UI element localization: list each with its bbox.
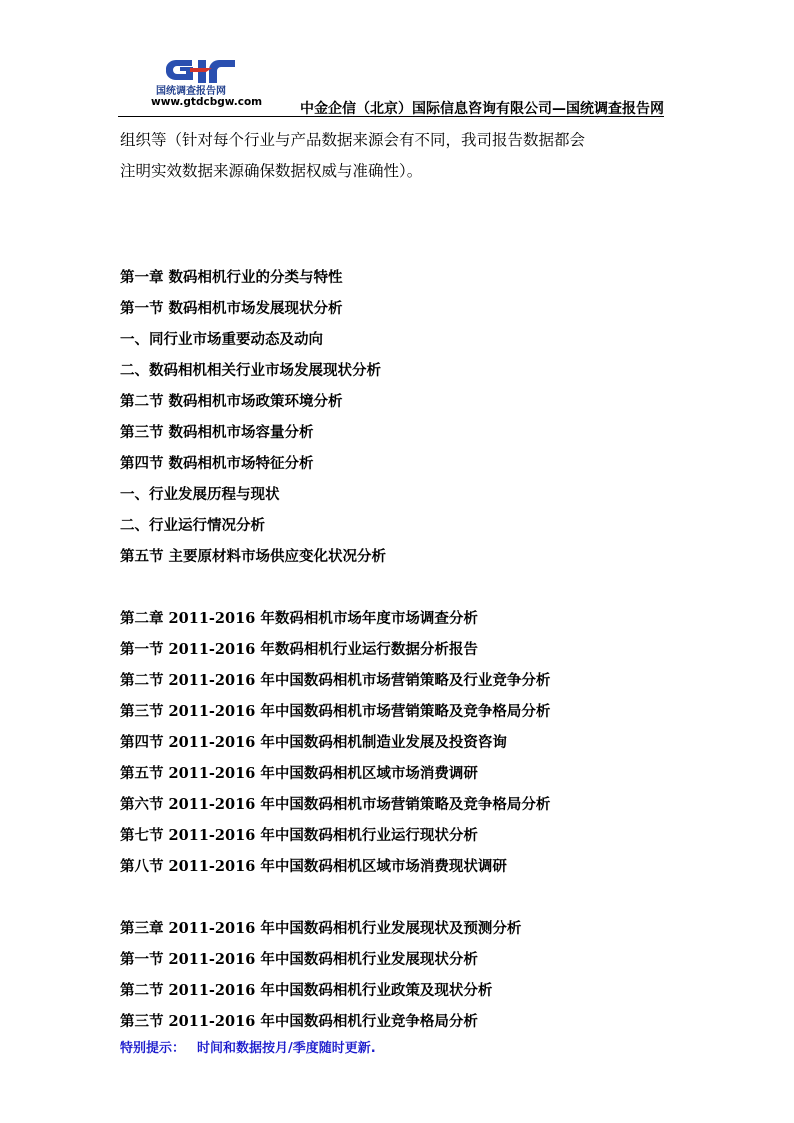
toc-spacer — [120, 882, 680, 913]
intro-line: 注明实效数据来源确保数据权威与准确性）。 — [120, 162, 423, 180]
toc-entry: 第五节 主要原材料市场供应变化状况分析 — [120, 548, 387, 565]
toc-entry: 第二节 2011-2016 年中国数码相机市场营销策略及行业竞争分析 — [120, 672, 551, 689]
note-label: 特别提示： — [120, 1041, 186, 1056]
intro-line: 组织等（针对每个行业与产品数据来源会有不同，我司报告数据都会 — [120, 131, 586, 149]
page-header — [118, 56, 664, 116]
toc-entry: 二、行业运行情况分析 — [120, 517, 265, 534]
toc-entry: 第一节 2011-2016 年数码相机行业运行数据分析报告 — [120, 641, 478, 658]
toc-entry: 第二章 2011-2016 年数码相机市场年度市场调查分析 — [120, 610, 478, 627]
company-name: 中金企信（北京）国际信息咨询有限公司—国统调查报告网 — [300, 101, 664, 117]
toc-spacer — [120, 572, 680, 603]
note-text: 时间和数据按月/季度随时更新. — [197, 1041, 376, 1056]
toc-entry: 第三节 数码相机市场容量分析 — [120, 424, 314, 441]
toc-entry: 第一节 数码相机市场发展现状分析 — [120, 300, 343, 317]
toc-entry: 第二节 2011-2016 年中国数码相机行业政策及现状分析 — [120, 982, 493, 999]
toc-entry: 第三章 2011-2016 年中国数码相机行业发展现状及预测分析 — [120, 920, 522, 937]
toc-entry: 一、行业发展历程与现状 — [120, 486, 280, 503]
toc-spacer — [120, 231, 680, 262]
toc-entry: 第三节 2011-2016 年中国数码相机行业竞争格局分析 — [120, 1013, 478, 1030]
toc-entry: 第三节 2011-2016 年中国数码相机市场营销策略及竞争格局分析 — [120, 703, 551, 720]
toc-entry: 第八节 2011-2016 年中国数码相机区域市场消费现状调研 — [120, 858, 507, 875]
header-rule — [118, 116, 664, 117]
special-note — [120, 1037, 376, 1056]
toc-entry: 第四节 2011-2016 年中国数码相机制造业发展及投资咨询 — [120, 734, 507, 751]
toc-entry: 第五节 2011-2016 年中国数码相机区域市场消费调研 — [120, 765, 478, 782]
toc-entry: 第一节 2011-2016 年中国数码相机行业发展现状分析 — [120, 951, 478, 968]
toc-entry: 第四节 数码相机市场特征分析 — [120, 455, 314, 472]
toc-entry: 第二节 数码相机市场政策环境分析 — [120, 393, 343, 410]
logo-mark-icon — [160, 56, 240, 84]
toc-entry: 第六节 2011-2016 年中国数码相机市场营销策略及竞争格局分析 — [120, 796, 551, 813]
logo-url: www.gtdcbgw.com — [151, 96, 263, 108]
toc-entry: 二、数码相机相关行业市场发展现状分析 — [120, 362, 381, 379]
logo-subtitle: 国统调查报告网 — [156, 86, 226, 97]
intro-paragraph — [120, 125, 680, 187]
toc-entry: 第七节 2011-2016 年中国数码相机行业运行现状分析 — [120, 827, 478, 844]
toc-entry: 一、同行业市场重要动态及动向 — [120, 331, 323, 348]
table-of-contents — [120, 231, 680, 1037]
toc-entry: 第一章 数码相机行业的分类与特性 — [120, 269, 343, 286]
